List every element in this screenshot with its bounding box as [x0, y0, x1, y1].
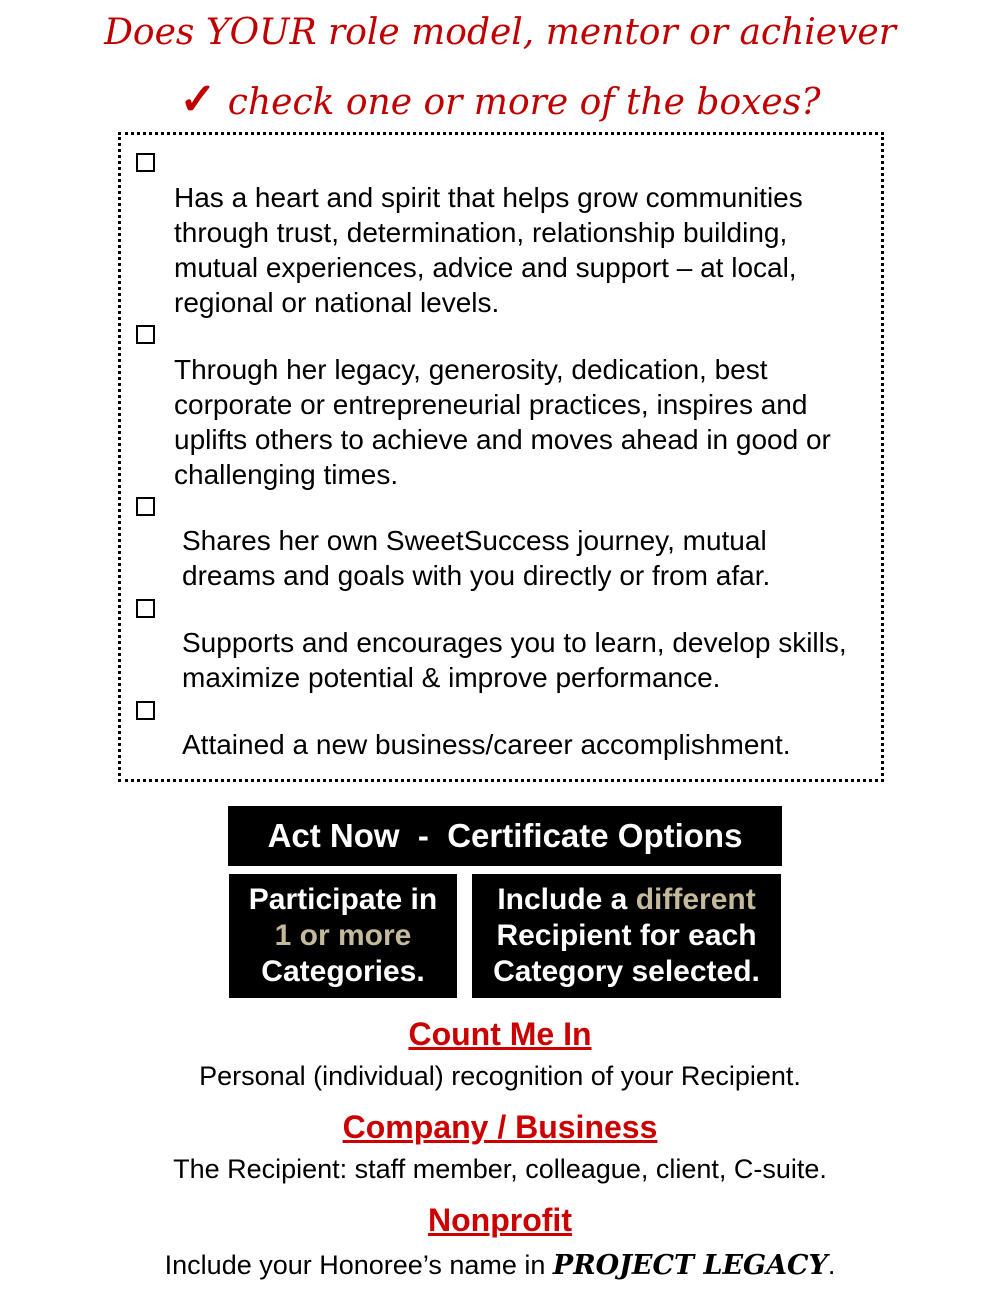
recipient-text-end: Recipient for each Category selected. — [493, 919, 760, 988]
checkbox-1[interactable] — [136, 153, 155, 172]
project-legacy-text: PROJECT LEGACY — [552, 1250, 828, 1281]
checkbox-2[interactable] — [136, 325, 155, 344]
heading-line-2 — [0, 74, 1000, 125]
checklist-item-3: Shares her own SweetSuccess journey, mutual dreams and goals with you directly or from afar. — [182, 525, 771, 591]
checkbox-5[interactable] — [136, 701, 155, 720]
company-business-link[interactable]: Company / Business — [342, 1109, 658, 1145]
company-business-desc: The Recipient: staff member, colleague, client, C-suite. — [173, 1154, 827, 1184]
checkbox-3[interactable] — [136, 497, 155, 516]
nonprofit-desc — [0, 1250, 1000, 1281]
checklist-item-5: Attained a new business/career accomplishment. — [182, 729, 791, 760]
recipient-text: Include a — [497, 883, 636, 916]
participate-text-end: Categories. — [261, 955, 425, 988]
recipient-box — [472, 874, 781, 998]
recipient-highlight: different — [635, 883, 756, 916]
heading-line-1: Does YOUR role model, mentor or achiever — [104, 12, 896, 53]
nonprofit-desc-text: Include your Honoree’s name in — [164, 1250, 553, 1280]
heading-line-2-text: check one or more of the boxes? — [227, 82, 821, 123]
nonprofit-desc-end: . — [827, 1250, 836, 1280]
nonprofit-link[interactable]: Nonprofit — [428, 1202, 572, 1238]
participate-text: Participate in — [248, 883, 438, 916]
participate-highlight: 1 or more — [274, 919, 412, 952]
count-me-in-link[interactable]: Count Me In — [408, 1016, 592, 1052]
checklist-item-4: Supports and encourages you to learn, develop skills, maximize potential & improve performance. — [182, 627, 847, 693]
checkbox-4[interactable] — [136, 599, 155, 618]
count-me-in-desc: Personal (individual) recognition of your Recipient. — [199, 1061, 801, 1091]
checklist-item-1: Has a heart and spirit that helps grow communities through trust, determination, relationship building, mutual experiences, advice and support – at local, regional or national levels. — [174, 182, 803, 318]
participate-box — [229, 874, 457, 998]
checkmark-icon: ✓ — [179, 74, 217, 125]
checklist-item-2: Through her legacy, generosity, dedication, best corporate or entrepreneurial practices, inspires and uplifts others to achieve and moves ahead in good or challenging times. — [174, 354, 831, 490]
certificate-options-header: Act Now - Certificate Options — [228, 806, 782, 866]
